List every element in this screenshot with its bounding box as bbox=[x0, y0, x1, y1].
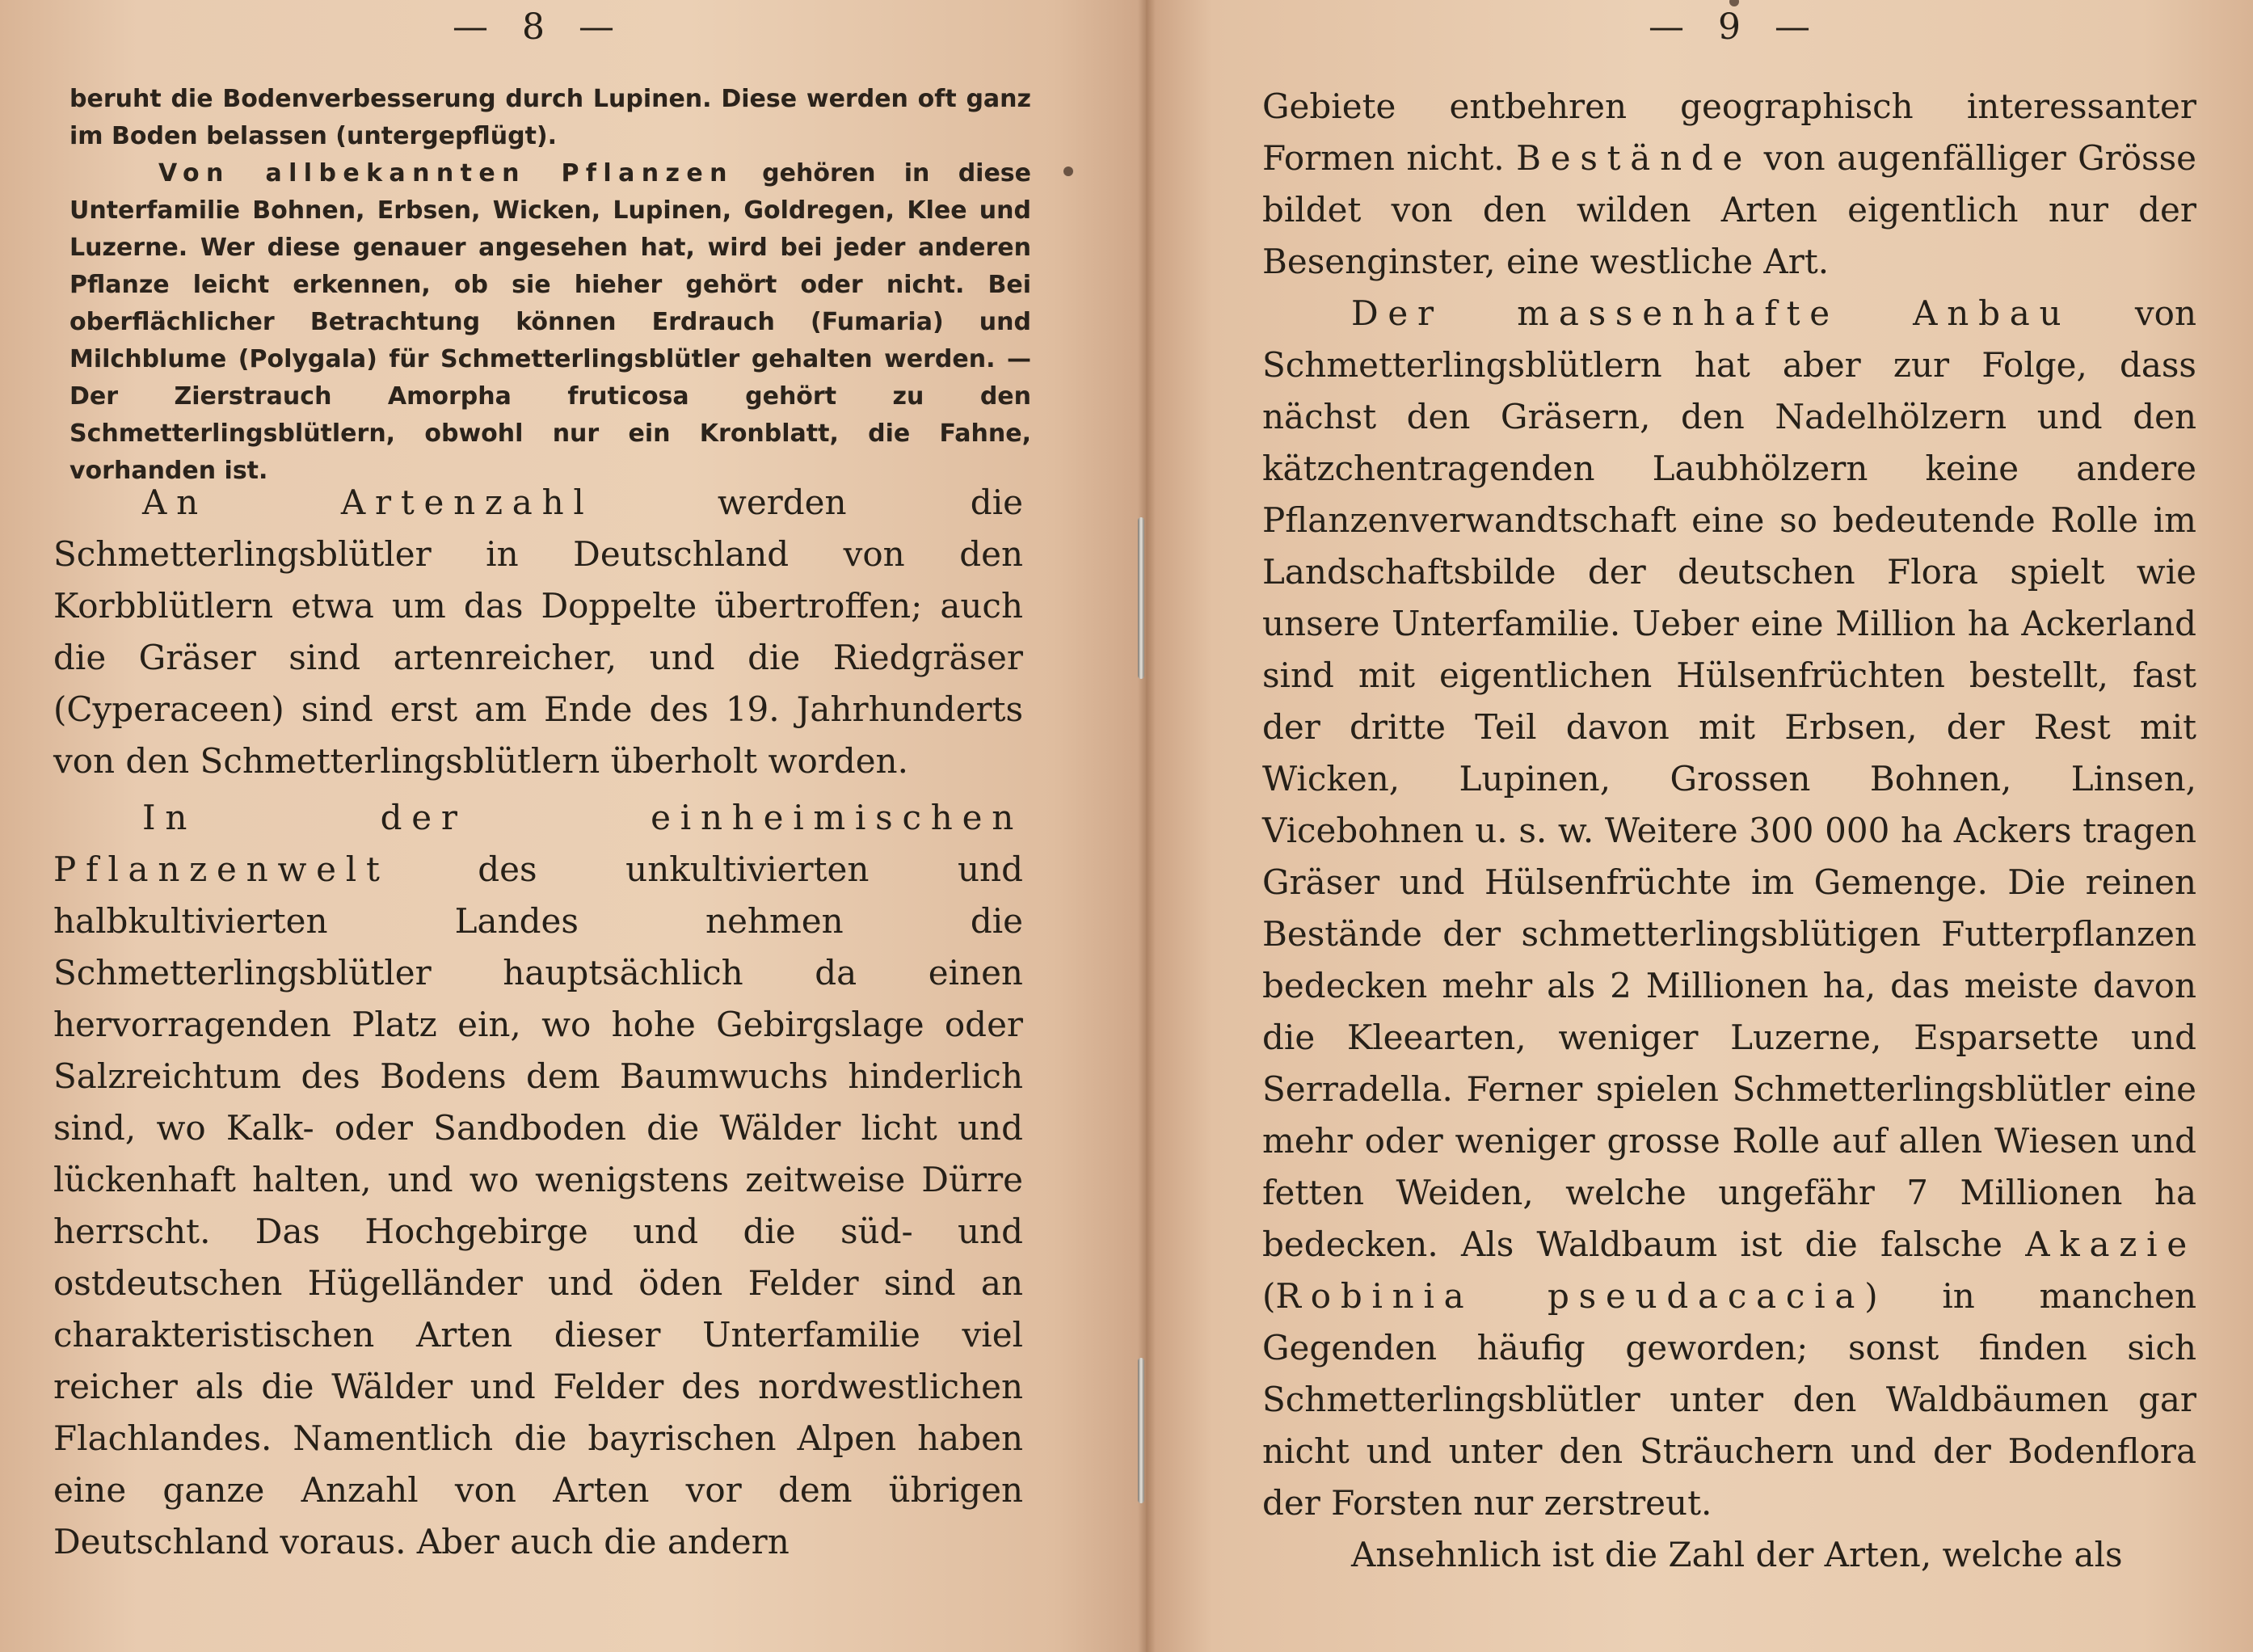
footnote-paragraph-2 bbox=[69, 155, 1031, 490]
footnote-paragraph-1: beruht die Bodenverbesserung durch Lupinen. Diese werden oft ganz im Boden belassen (untergepflügt). bbox=[69, 85, 1031, 150]
footnote-block bbox=[69, 81, 1031, 490]
spaced-emphasis: In der einheimischen Pflanzenwelt bbox=[53, 798, 1023, 889]
left-paragraph-1-text: werden die Schmetterlingsblütler in Deutschland von den Korbblütlern etwa um das Doppelte übertroffen; auch die Gräser sind artenreicher, und die Riedgräser (Cyperaceen) sind erst am Ende des 19. Jahrhunderts von den Schmetterlingsblütlern überholt worden. bbox=[53, 483, 1023, 781]
right-paragraph-2 bbox=[1262, 288, 2196, 1529]
right-paragraph-1-text-b: von augenfälliger Grösse bildet von den wilden Arten eigentlich nur der Besenginster, eine westliche Art. bbox=[1262, 138, 2196, 281]
spaced-emphasis: Bestände bbox=[1516, 138, 1753, 178]
spaced-emphasis: An Artenzahl bbox=[142, 483, 594, 522]
right-paragraph-3: Ansehnlich ist die Zahl der Arten, welche als bbox=[1351, 1535, 2123, 1574]
right-paragraph-1-text-a: Gebiete entbehren geographisch interessanter Formen nicht. bbox=[1262, 86, 2196, 178]
spaced-emphasis: Robinia pseudacacia bbox=[1275, 1276, 1865, 1316]
right-paragraph-2-text-c: ) in manchen Gegenden häufig geworden; sonst finden sich Schmetterlingsblütler unter den Waldbäumen gar nicht und unter den Sträuchern und der Bodenflora der Forsten nur zerstreut. bbox=[1262, 1276, 2196, 1523]
paper-speck bbox=[1063, 166, 1073, 176]
right-paragraph-2-text-a: von Schmetterlingsblütlern hat aber zur Folge, dass nächst den Gräsern, den Nadelhölzern und den kätzchentragenden Laubhölzern keine andere Pflanzenverwandtschaft eine so bedeutende Rolle im Landschaftsbilde der deutschen Flora spielt wie unsere Unterfamilie. Ueber eine Million ha Ackerland sind mit eigentlichen Hülsenfrüchten bestellt, fast der dritte Teil davon mit Erbsen, der Rest mit Wicken, Lupinen, Grossen Bohnen, Linsen, Vicebohnen u. s. w. Weitere 300 000 ha Ackers tragen Gräser und Hülsenfrüchte im Gemenge. Die reinen Bestände der schmetterlingsblütigen Futterpflanzen bedecken mehr als 2 Millionen ha, das meiste davon die Kleearten, weniger Luzerne, Esparsette und Serradella. Ferner spielen Schmetterlingsblütler eine mehr oder weniger grosse Rolle auf allen Wiesen und fetten Weiden, welche ungefähr 7 Millionen ha bedecken. Als Waldbaum ist die falsche bbox=[1262, 293, 2196, 1264]
staple-bottom bbox=[1138, 1358, 1144, 1503]
spaced-emphasis: Der massenhafte Anbau bbox=[1351, 293, 2071, 333]
spaced-emphasis: Von allbekannten Pflanzen bbox=[158, 159, 734, 188]
paper-speck bbox=[1729, 0, 1739, 6]
page-number-left: — 8 — bbox=[453, 6, 625, 48]
right-body-text bbox=[1262, 81, 2196, 1581]
left-body-text bbox=[53, 477, 1023, 1568]
right-paragraph-1 bbox=[1262, 81, 2196, 288]
right-paragraph-2-text-b: ( bbox=[1262, 1276, 1276, 1316]
left-paragraph-2-text: des unkultivierten und halbkultivierten Landes nehmen die Schmetterlingsblütler hauptsächlich da einen hervorragenden Platz ein, wo hohe Gebirgslage oder Salzreichtum des Bodens dem Baumwuchs hinderlich sind, wo Kalk- oder Sandboden die Wälder licht und lückenhaft halten, und wo wenigstens zeitweise Dürre herrscht. Das Hochgebirge und die süd- und ostdeutschen Hügelländer und öden Felder sind an charakteristischen Arten dieser Unterfamilie viel reicher als die Wälder und Felder des nordwestlichen Flachlandes. Namentlich die bayrischen Alpen haben eine ganze Anzahl von Arten vor dem übrigen Deutschland voraus. Aber auch die andern bbox=[53, 849, 1023, 1561]
left-paragraph-1 bbox=[53, 477, 1023, 787]
page-number-right: — 9 — bbox=[1649, 6, 1821, 48]
spaced-emphasis: Akazie bbox=[2025, 1224, 2196, 1264]
staple-top bbox=[1138, 517, 1144, 679]
left-paragraph-2 bbox=[53, 792, 1023, 1568]
footnote-paragraph-2-text: gehören in diese Unterfamilie Bohnen, Erbsen, Wicken, Lupinen, Goldregen, Klee und Luzerne. Wer diese genauer angesehen hat, wird bei jeder anderen Pflanze leicht erkennen, ob sie hieher gehört oder nicht. Bei oberflächlicher Betrachtung können Erdrauch (Fumaria) und Milchblume (Polygala) für Schmetterlingsblütler gehalten werden. — Der Zierstrauch Amorpha fruticosa gehört zu den Schmetterlingsblütlern, obwohl nur ein Kronblatt, die Fahne, vorhanden ist. bbox=[69, 159, 1032, 485]
